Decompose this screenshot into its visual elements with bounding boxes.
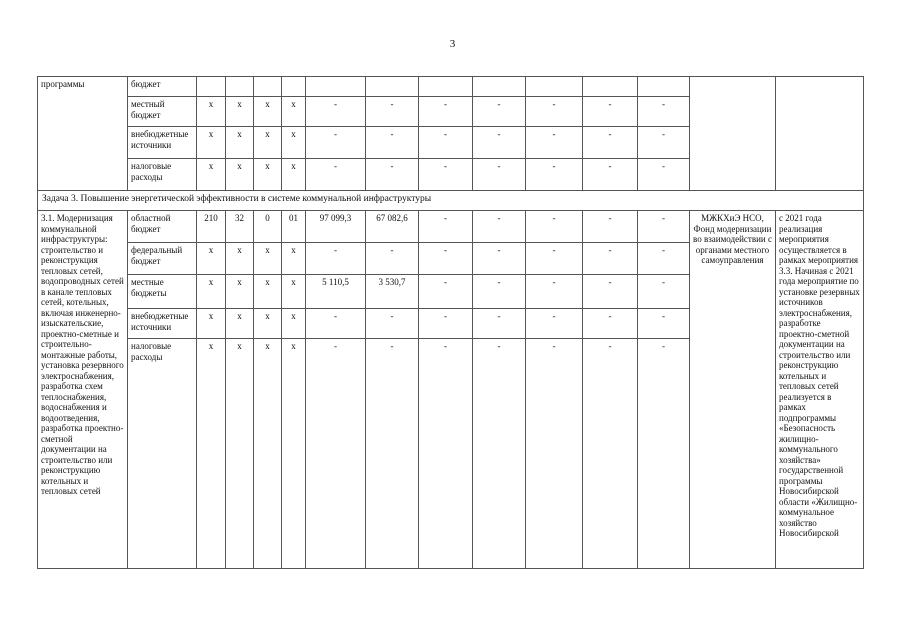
value-cell — [583, 77, 638, 97]
value-cell: - — [583, 243, 638, 275]
value-cell: - — [366, 309, 419, 339]
value-cell: - — [473, 309, 526, 339]
value-cell: х — [282, 339, 306, 569]
value-cell: - — [473, 275, 526, 309]
value-cell: - — [366, 243, 419, 275]
value-cell: - — [638, 243, 690, 275]
value-cell: - — [526, 309, 583, 339]
value-cell: - — [583, 309, 638, 339]
value-cell: х — [197, 309, 226, 339]
value-cell: х — [254, 243, 282, 275]
funding-source: бюджет — [128, 77, 197, 97]
value-cell: 32 — [226, 211, 254, 243]
value-cell: 01 — [282, 211, 306, 243]
value-cell: - — [583, 339, 638, 569]
value-cell: - — [366, 159, 419, 191]
value-cell: х — [197, 127, 226, 159]
value-cell: - — [306, 127, 366, 159]
value-cell: - — [419, 159, 473, 191]
value-cell — [473, 77, 526, 97]
value-cell: - — [473, 127, 526, 159]
value-cell: х — [197, 243, 226, 275]
value-cell: - — [419, 211, 473, 243]
value-cell — [366, 77, 419, 97]
value-cell: х — [254, 159, 282, 191]
value-cell: х — [254, 309, 282, 339]
value-cell — [638, 77, 690, 97]
funding-source: налоговые расходы — [128, 159, 197, 191]
value-cell: - — [473, 243, 526, 275]
value-cell: х — [226, 97, 254, 127]
value-cell: х — [282, 127, 306, 159]
value-cell: - — [473, 339, 526, 569]
value-cell: - — [473, 97, 526, 127]
value-cell: - — [638, 211, 690, 243]
value-cell — [526, 77, 583, 97]
value-cell: х — [254, 275, 282, 309]
value-cell: 210 — [197, 211, 226, 243]
value-cell: х — [226, 275, 254, 309]
value-cell: х — [254, 339, 282, 569]
funding-source: областной бюджет — [128, 211, 197, 243]
value-cell: 67 082,6 — [366, 211, 419, 243]
value-cell: х — [197, 339, 226, 569]
value-cell: - — [473, 159, 526, 191]
value-cell: - — [419, 339, 473, 569]
value-cell — [306, 77, 366, 97]
value-cell: - — [366, 127, 419, 159]
page-number: 3 — [449, 38, 456, 50]
executor-cell: МЖКХиЭ НСО, Фонд модернизации во взаимодействии с органами местного самоуправления — [690, 211, 776, 569]
funding-source: местный бюджет — [128, 97, 197, 127]
value-cell: х — [282, 275, 306, 309]
value-cell: х — [226, 339, 254, 569]
value-cell: - — [583, 97, 638, 127]
budget-table — [37, 76, 864, 569]
task-title: Задача 3. Повышение энергетической эффективности в системе коммунальной инфраструктуры — [38, 191, 864, 211]
value-cell: - — [638, 159, 690, 191]
value-cell: х — [282, 243, 306, 275]
value-cell: - — [638, 339, 690, 569]
value-cell: - — [366, 339, 419, 569]
funding-source: местные бюджеты — [128, 275, 197, 309]
value-cell: - — [306, 339, 366, 569]
value-cell: - — [638, 275, 690, 309]
value-cell: х — [254, 97, 282, 127]
value-cell — [197, 77, 226, 97]
measure-title: 3.1. Модернизация коммунальной инфраструктуры: строительство и реконструкция тепловых сетей, водопроводных сетей в канале тепловых сетей, котельных, включая инженерно-изыскательские, проектно-сметные и строительно-монтажные работы, установка резервного электроснабжения, разработка схем теплоснабжения, водоснабжения и водоотведения, разработка проектно-сметной документации на строительство или реконструкцию котельных и тепловых сетей — [38, 211, 128, 569]
value-cell: - — [526, 211, 583, 243]
funding-source: внебюджетные источники — [128, 309, 197, 339]
value-cell: х — [282, 159, 306, 191]
value-cell: 0 — [254, 211, 282, 243]
table-row — [38, 211, 864, 243]
value-cell: х — [254, 127, 282, 159]
task-row — [38, 191, 864, 211]
value-cell: - — [419, 275, 473, 309]
value-cell: - — [526, 339, 583, 569]
value-cell: - — [638, 127, 690, 159]
value-cell: х — [282, 97, 306, 127]
funding-source: налоговые расходы — [128, 339, 197, 569]
value-cell: х — [197, 159, 226, 191]
value-cell: - — [306, 159, 366, 191]
value-cell: - — [638, 97, 690, 127]
value-cell: х — [226, 243, 254, 275]
value-cell: - — [419, 243, 473, 275]
value-cell: х — [226, 159, 254, 191]
value-cell: - — [583, 211, 638, 243]
value-cell — [282, 77, 306, 97]
value-cell: х — [197, 97, 226, 127]
note-cell — [776, 77, 864, 191]
funding-source: федеральный бюджет — [128, 243, 197, 275]
value-cell: - — [306, 97, 366, 127]
value-cell: - — [638, 309, 690, 339]
value-cell: - — [366, 97, 419, 127]
funding-source: внебюджетные источники — [128, 127, 197, 159]
value-cell: 97 099,3 — [306, 211, 366, 243]
value-cell: х — [226, 309, 254, 339]
value-cell: - — [583, 159, 638, 191]
value-cell: - — [473, 211, 526, 243]
value-cell: - — [419, 97, 473, 127]
note-cell: с 2021 года реализация мероприятия осуществляется в рамках мероприятия 3.3. Начиная с 2021 года мероприятие по установке резервных источников электроснабжения, разработке проектно-сметной документации на строительство или реконструкцию котельных и тепловых сетей реализуется в рамках подпрограммы «Безопасность жилищно-коммунального хозяйства» государственной программы Новосибирской области «Жилищно-коммунальное хозяйство Новосибирской — [776, 211, 864, 569]
value-cell: - — [526, 243, 583, 275]
value-cell: х — [197, 275, 226, 309]
value-cell: - — [419, 127, 473, 159]
value-cell — [226, 77, 254, 97]
value-cell: - — [583, 127, 638, 159]
value-cell: 3 530,7 — [366, 275, 419, 309]
value-cell: х — [226, 127, 254, 159]
value-cell: х — [282, 309, 306, 339]
value-cell: - — [583, 275, 638, 309]
value-cell: - — [306, 243, 366, 275]
value-cell: - — [526, 97, 583, 127]
executor-cell — [690, 77, 776, 191]
value-cell — [254, 77, 282, 97]
value-cell: - — [526, 127, 583, 159]
value-cell: - — [526, 275, 583, 309]
value-cell: 5 110,5 — [306, 275, 366, 309]
value-cell: - — [419, 309, 473, 339]
program-label: программы — [38, 77, 128, 191]
table-row — [38, 77, 864, 97]
value-cell: - — [526, 159, 583, 191]
value-cell: - — [306, 309, 366, 339]
value-cell — [419, 77, 473, 97]
